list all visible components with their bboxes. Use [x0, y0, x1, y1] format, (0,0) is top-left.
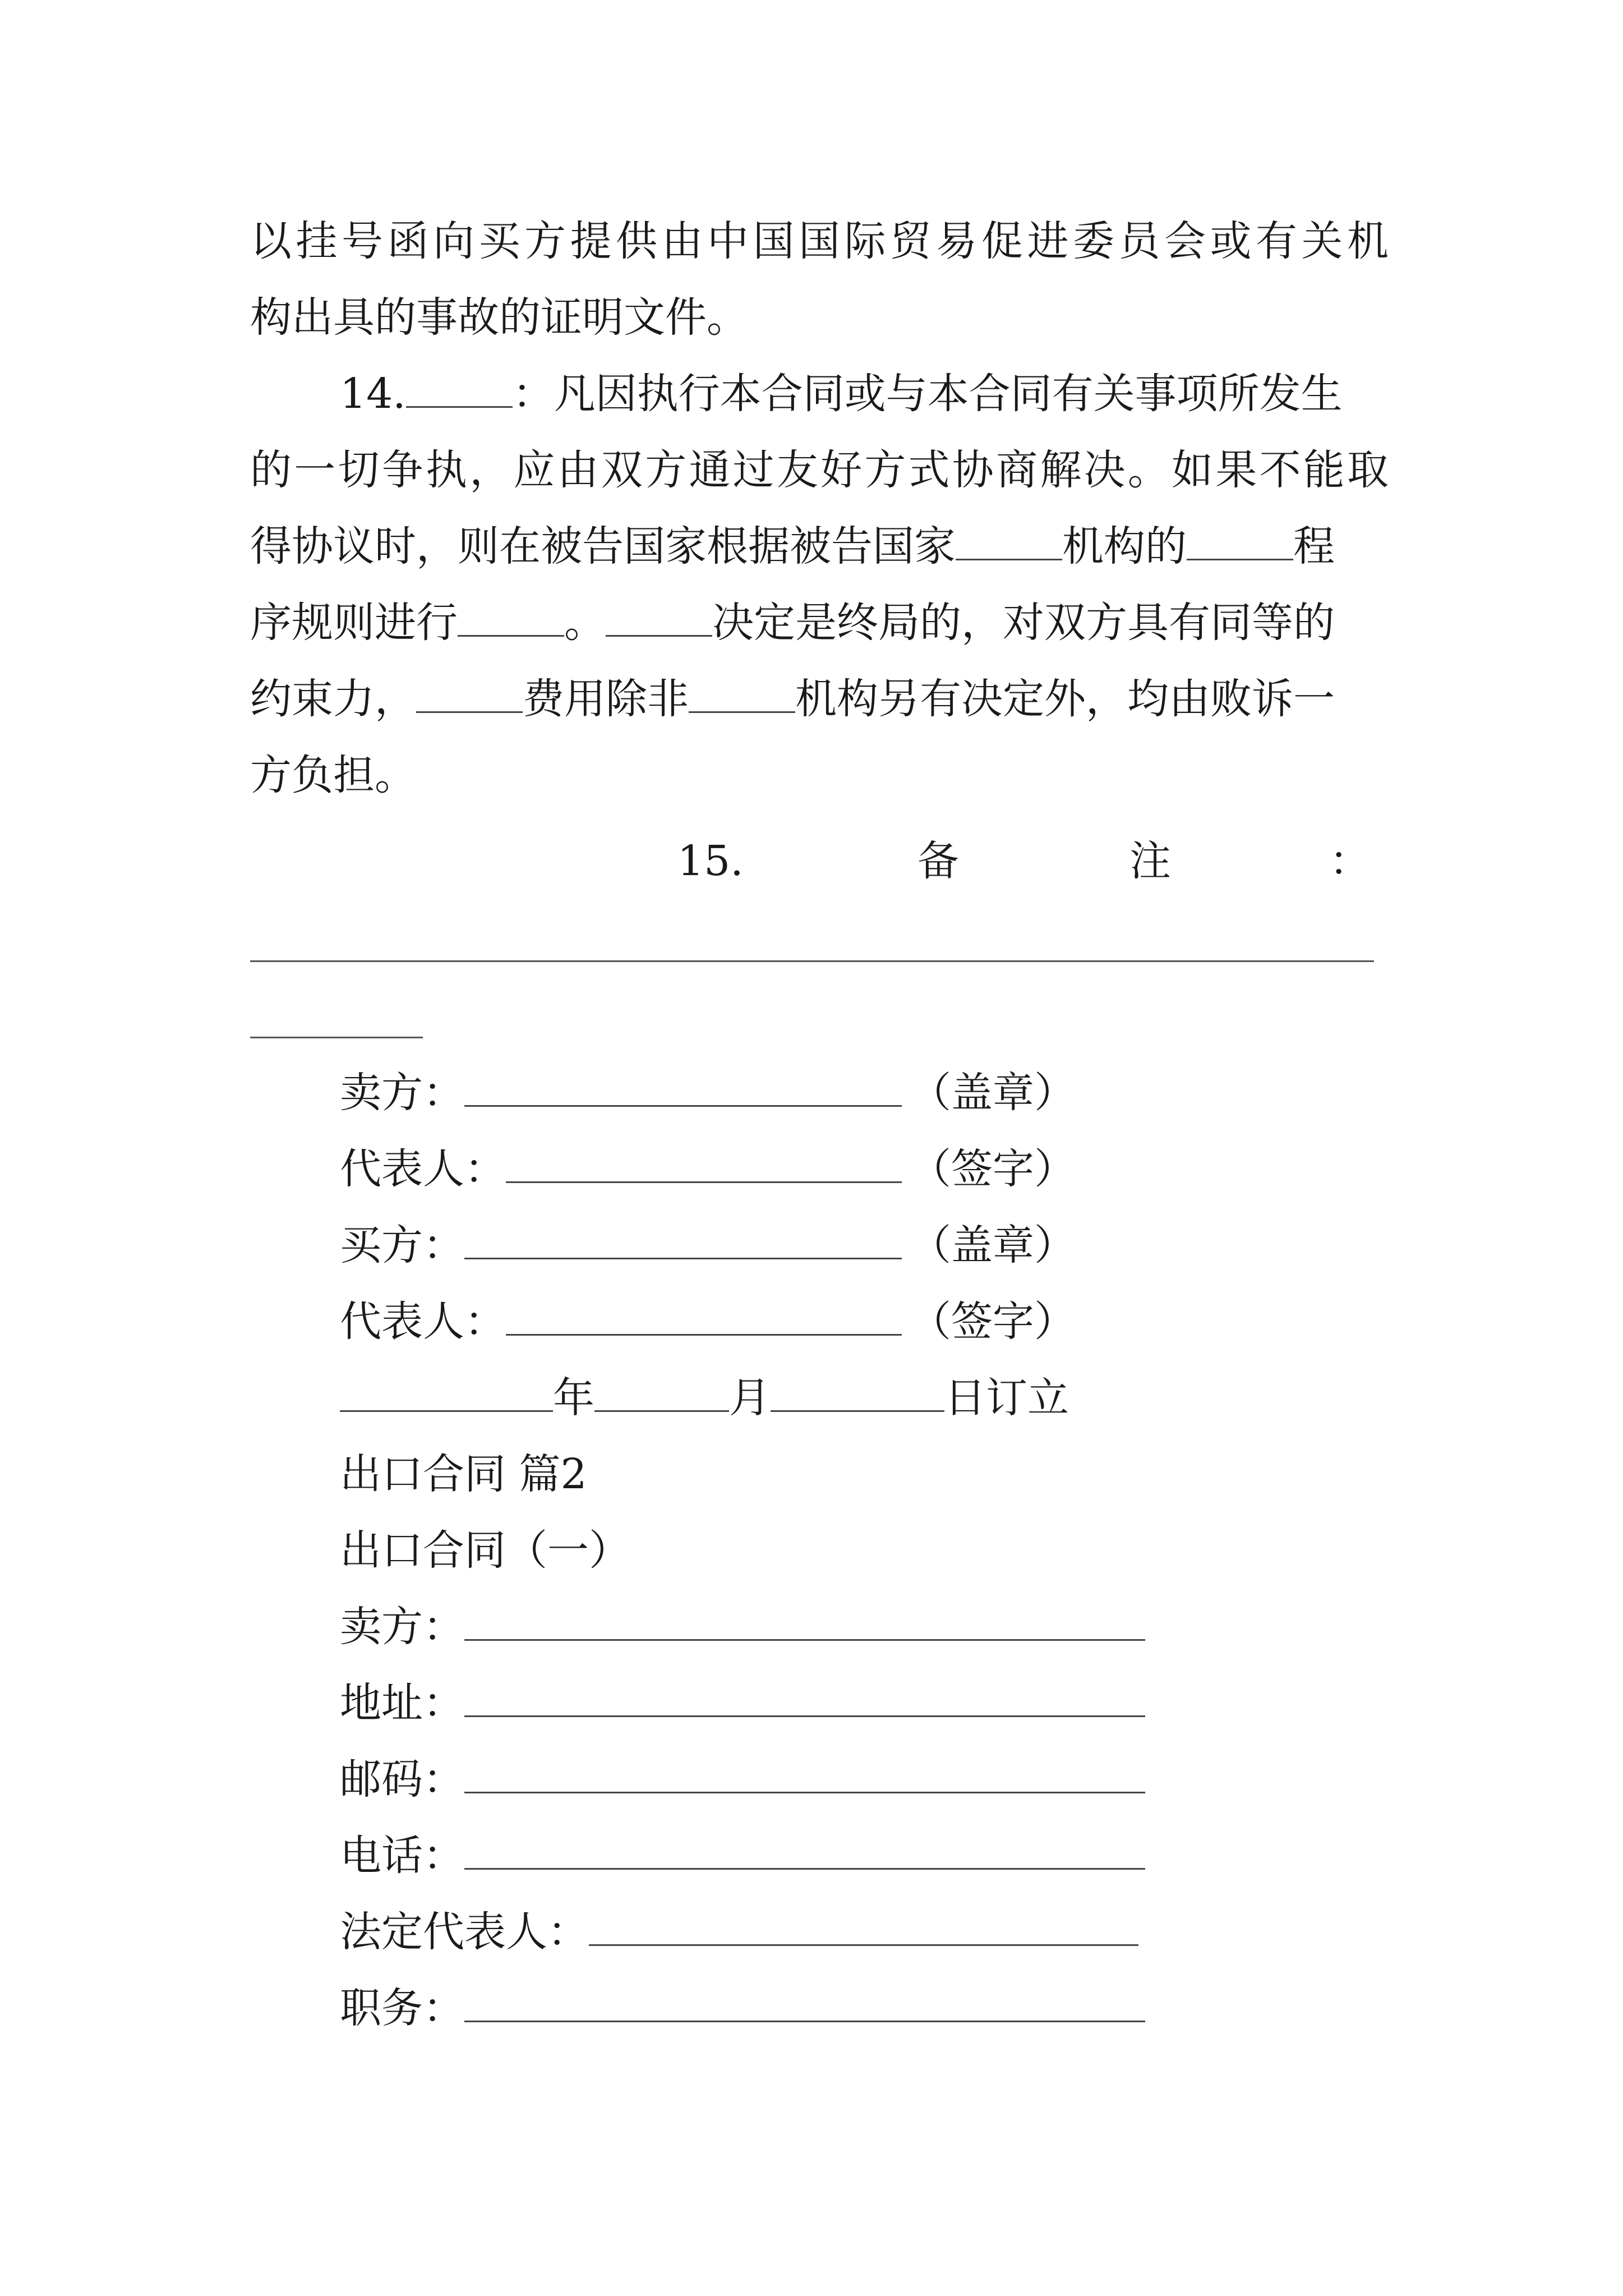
representative-label: 代表人： — [340, 1145, 506, 1193]
paragraph-14-text: 费用除非 — [523, 675, 689, 723]
paragraph-14-text: 。 — [564, 599, 606, 647]
field-label: 电话： — [340, 1832, 464, 1880]
paragraph-14-line-6: 方负担。 — [250, 751, 416, 799]
fee-blank[interactable] — [416, 672, 523, 713]
paragraph-14-line-4 — [250, 595, 1335, 651]
remarks-number: 15. — [677, 837, 744, 885]
seller-seal-blank[interactable] — [464, 1066, 902, 1107]
representative-label: 代表人： — [340, 1297, 506, 1346]
month-blank[interactable] — [594, 1371, 729, 1412]
paragraph-14-text: 机构的 — [1062, 522, 1187, 570]
seller-name-row — [340, 1599, 1145, 1655]
arbitration-rules-blank[interactable] — [1187, 519, 1293, 560]
clause-title-blank[interactable] — [406, 367, 513, 408]
paragraph-14-text: 得协议时，则在被告国家根据被告国家 — [250, 522, 956, 570]
buyer-label: 买方： — [340, 1221, 464, 1269]
remarks-blank-line-2[interactable] — [250, 1037, 423, 1038]
address-input[interactable] — [464, 1676, 1145, 1717]
paragraph-14-text: 约束力， — [250, 675, 416, 723]
arbitration-country-blank[interactable] — [956, 519, 1062, 560]
decision-blank[interactable] — [606, 596, 712, 637]
paragraph-14-text: 序规则进行 — [250, 599, 458, 647]
paragraph-14-text: 程 — [1293, 522, 1335, 570]
paragraph-14-line-2: 的一切争执，应由双方通过友好方式协商解决。如果不能取 — [250, 446, 1389, 494]
remarks-char-1: 备 — [917, 837, 959, 885]
seller-name-input[interactable] — [464, 1600, 1145, 1641]
remarks-blank-line-1[interactable] — [250, 960, 1374, 962]
position-row — [340, 1980, 1145, 2036]
buyer-signature-row — [340, 1217, 1076, 1273]
year-blank[interactable] — [340, 1371, 553, 1412]
paragraph-14-line-5 — [250, 671, 1335, 727]
buyer-rep-signature-row — [340, 1294, 1076, 1350]
seller-postcode-row — [340, 1751, 1145, 1807]
position-input[interactable] — [464, 1981, 1145, 2022]
paragraph-14-line-1 — [340, 366, 1343, 422]
day-label: 日订立 — [944, 1374, 1069, 1422]
seal-note: （盖章） — [910, 1069, 1076, 1117]
seller-label: 卖方： — [340, 1069, 464, 1117]
section-2-title: 出口合同 篇2 — [340, 1450, 587, 1498]
legal-representative-row — [340, 1904, 1138, 1960]
institution-blank[interactable] — [689, 672, 795, 713]
paragraph-14-text: 决定是终局的，对双方具有同等的 — [712, 599, 1335, 647]
seal-note: （盖章） — [910, 1221, 1076, 1269]
paragraph-13-line-1: 以挂号函向买方提供由中国国际贸易促进委员会或有关机 — [250, 217, 1389, 265]
seller-signature-row — [340, 1065, 1076, 1121]
procedure-blank[interactable] — [458, 596, 564, 637]
field-label: 邮码： — [340, 1755, 464, 1803]
buyer-rep-sign-blank[interactable] — [506, 1295, 902, 1336]
year-label: 年 — [553, 1374, 594, 1422]
phone-input[interactable] — [464, 1829, 1145, 1870]
field-label: 地址： — [340, 1679, 464, 1727]
clause-number: 14. — [340, 370, 406, 418]
field-label: 法定代表人： — [340, 1908, 589, 1956]
remarks-colon: ： — [1329, 837, 1371, 885]
remarks-char-2: 注 — [1129, 837, 1171, 885]
signing-date-row — [340, 1370, 1069, 1426]
field-label: 职务： — [340, 1984, 464, 2032]
paragraph-14-text: ：凡因执行本合同或与本合同有关事项所发生 — [512, 370, 1343, 418]
day-blank[interactable] — [771, 1371, 944, 1412]
sign-note: （签字） — [910, 1145, 1076, 1193]
postcode-input[interactable] — [464, 1752, 1145, 1793]
seller-rep-sign-blank[interactable] — [506, 1142, 902, 1183]
legal-representative-input[interactable] — [589, 1905, 1138, 1946]
paragraph-14-text: 机构另有决定外，均由败诉一 — [795, 675, 1335, 723]
field-label: 卖方： — [340, 1603, 464, 1651]
sign-note: （签字） — [910, 1297, 1076, 1346]
seller-address-row — [340, 1675, 1145, 1731]
month-label: 月 — [729, 1374, 771, 1422]
seller-rep-signature-row — [340, 1141, 1076, 1197]
paragraph-14-line-3 — [250, 518, 1335, 574]
section-2-subtitle: 出口合同（一） — [340, 1526, 630, 1575]
paragraph-13-line-2: 构出具的事故的证明文件。 — [250, 293, 748, 342]
buyer-seal-blank[interactable] — [464, 1218, 902, 1259]
seller-phone-row — [340, 1828, 1145, 1884]
